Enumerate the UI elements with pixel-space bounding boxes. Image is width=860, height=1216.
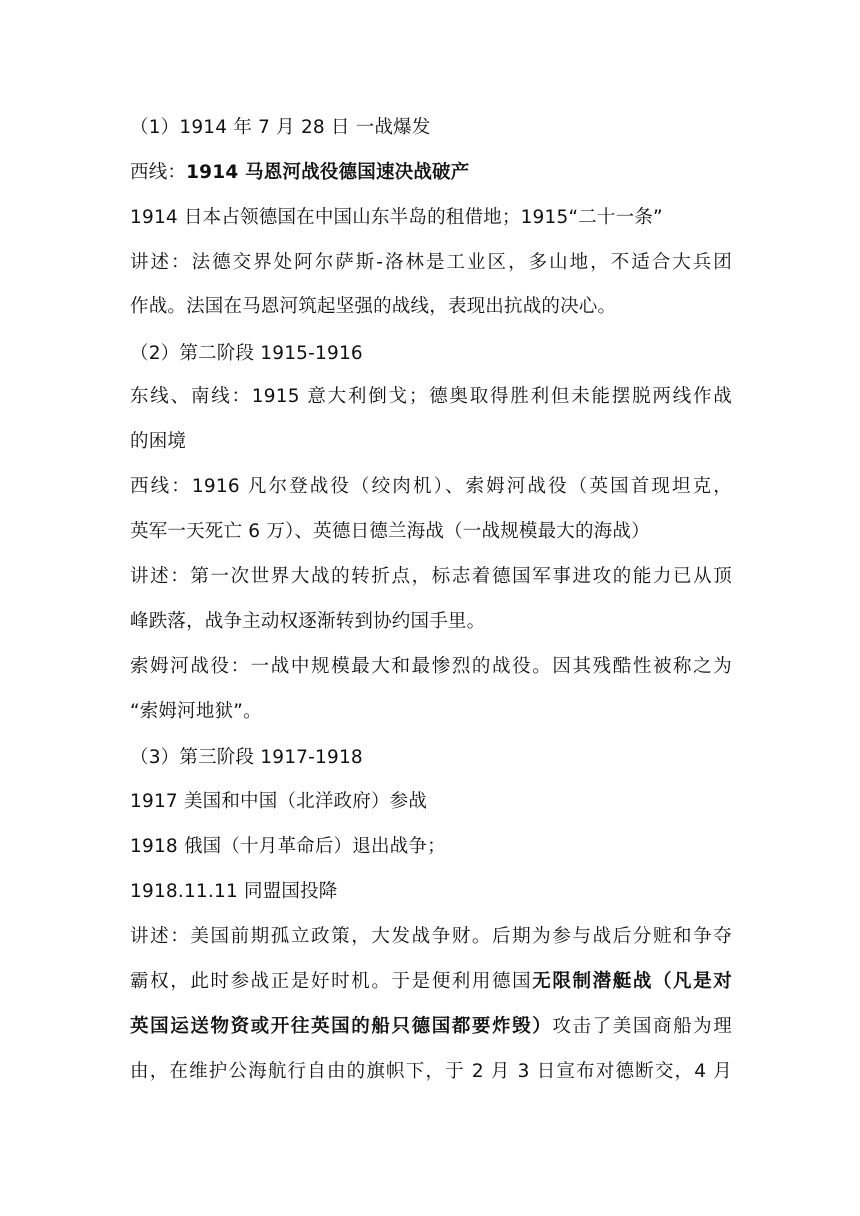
line-2-text-a: 西线： xyxy=(130,162,187,183)
line-4-text: 讲述：法德交界处阿尔萨斯-洛林是工业区，多山地，不适合大兵团 xyxy=(130,252,732,273)
line-8-text: 的困境 xyxy=(130,431,187,452)
line-20-text-a: 霸权，此时参战正是好时机。于是便利用德国 xyxy=(130,971,533,992)
line-4 xyxy=(130,250,732,276)
line-12-text: 峰跌落，战争主动权逐渐转到协约国手里。 xyxy=(130,611,486,632)
line-17-text: 1918 俄国（十月革命后）退出战争； xyxy=(130,836,446,857)
line-21-text-b: 攻击了美国商船为理 xyxy=(552,1016,732,1037)
line-18-text: 1918.11.11 同盟国投降 xyxy=(130,881,338,902)
line-8 xyxy=(130,429,732,455)
line-22-text: 由，在维护公海航行自由的旗帜下，于 2 月 3 日宣布对德断交，4 月 xyxy=(130,1061,732,1082)
line-20-text-b: 无限制潜艇战（凡是对 xyxy=(532,971,732,992)
line-21 xyxy=(130,1014,732,1040)
line-19 xyxy=(130,924,732,950)
line-3-text: 1914 日本占领德国在中国山东半岛的租借地；1915“二十一条” xyxy=(130,207,663,228)
line-6 xyxy=(130,341,732,367)
line-2-text-b: 1914 马恩河战役德国速决战破产 xyxy=(186,162,470,183)
line-2 xyxy=(130,160,732,186)
line-16 xyxy=(130,789,732,815)
line-7-text: 东线、南线：1915 意大利倒戈；德奥取得胜利但未能摆脱两线作战 xyxy=(130,386,732,407)
line-7 xyxy=(130,384,732,410)
line-11-text: 讲述：第一次世界大战的转折点，标志着德国军事进攻的能力已从顶 xyxy=(130,566,732,587)
line-1 xyxy=(130,115,732,141)
line-18 xyxy=(130,879,732,905)
line-13 xyxy=(130,654,732,680)
line-16-text: 1917 美国和中国（北洋政府）参战 xyxy=(130,791,428,812)
line-6-text: （2）第二阶段 1915-1916 xyxy=(130,343,363,364)
line-22 xyxy=(130,1059,732,1085)
line-10 xyxy=(130,519,732,545)
line-21-text-a: 英国运送物资或开往英国的船只德国都要炸毁） xyxy=(130,1016,553,1037)
line-5 xyxy=(130,294,732,320)
line-10-text: 英军一天死亡 6 万）、英德日德兰海战（一战规模最大的海战） xyxy=(130,521,650,542)
line-20 xyxy=(130,969,732,995)
line-5-text: 作战。法国在马恩河筑起坚强的战线，表现出抗战的决心。 xyxy=(130,296,617,317)
line-13-text: 索姆河战役：一战中规模最大和最惨烈的战役。因其残酷性被称之为 xyxy=(130,656,732,677)
line-3 xyxy=(130,205,732,231)
line-14-text: “索姆河地狱”。 xyxy=(130,701,262,722)
line-14 xyxy=(130,699,732,725)
line-17 xyxy=(130,834,732,860)
line-11 xyxy=(130,564,732,590)
line-12 xyxy=(130,609,732,635)
line-15-text: （3）第三阶段 1917-1918 xyxy=(130,747,363,768)
line-15 xyxy=(130,745,732,771)
line-1-text: （1）1914 年 7 月 28 日 一战爆发 xyxy=(130,117,431,138)
line-9 xyxy=(130,474,732,500)
line-9-text: 西线：1916 凡尔登战役（绞肉机）、索姆河战役（英国首现坦克， xyxy=(130,476,732,497)
line-19-text: 讲述：美国前期孤立政策，大发战争财。后期为参与战后分赃和争夺 xyxy=(130,926,732,947)
